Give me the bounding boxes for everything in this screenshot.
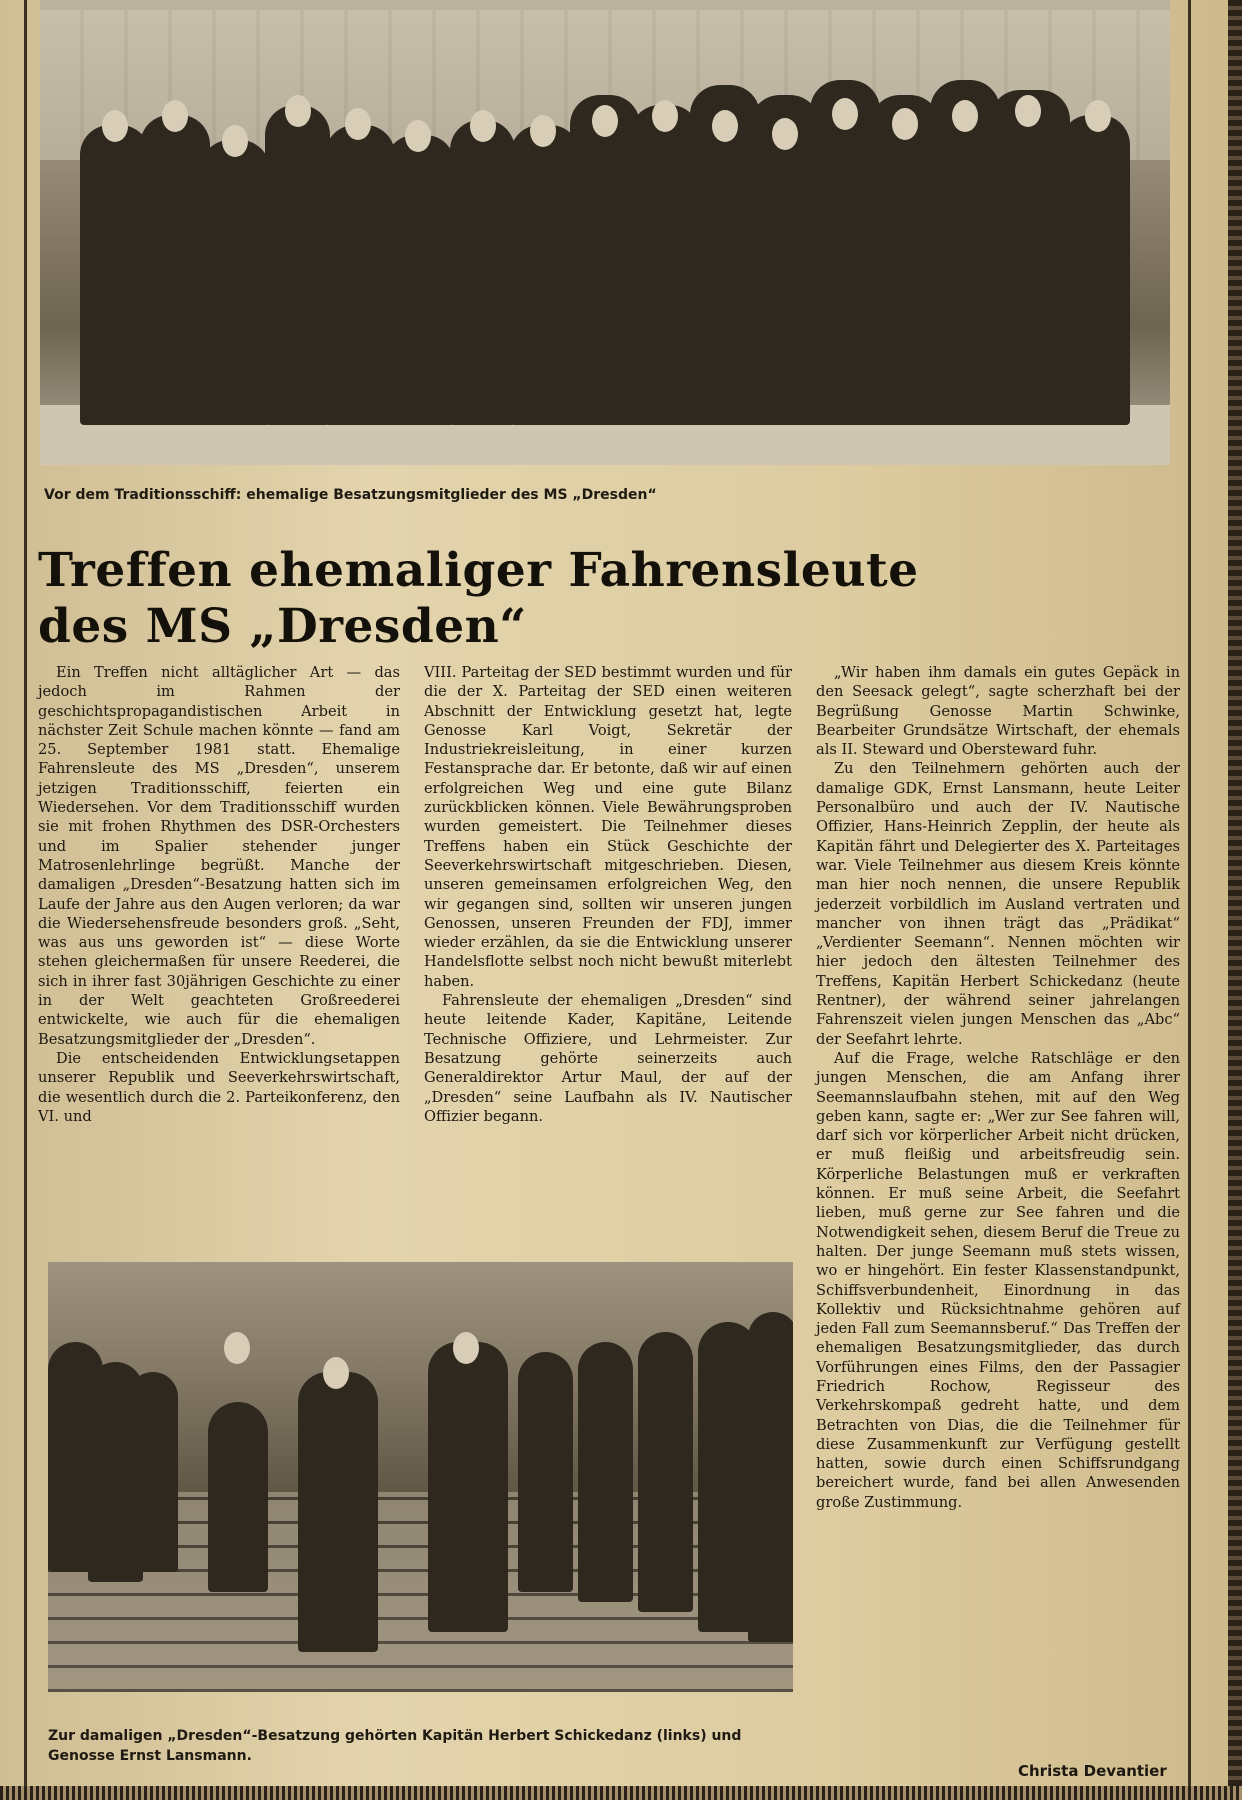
page-edge-bottom [0, 1786, 1242, 1800]
group-photo [40, 0, 1170, 465]
paragraph: Zu den Teilnehmern gehörten auch der damalige GDK, Ernst Lansmann, heute Leiter Personalbüro und auch der IV. Nautische Offizier, Hans-Heinrich Zepplin, der heute als Kapitän fährt und Delegierter des X. Parteitages war. Viele Teilnehmer aus diesem Kreis könnte man hier noch nennen, die unsere Republik jederzeit vorbildlich im Ausland vertraten und mancher von ihnen trägt das „Prädikat“ „Verdienter Seemann“. Nennen möchten wir hier jedoch den ältesten Teilnehmer des Treffens, Kapitän Herbert Schickedanz (heute Rentner), der während seiner jahrelangen Fahrenszeit vielen jungen Menschen das „Abc“ der Seefahrt lehrte. [816, 760, 1180, 1048]
paragraph: Ein Treffen nicht alltäglicher Art — das jedoch im Rahmen der geschichtspropagandistischen Arbeit in nächster Zeit Schule machen könnte — fand am 25. September 1981 statt. Ehemalige Fahrensleute des MS „Dresden“, unserem jetzigen Traditionsschiff, feierten ein Wiedersehen. Vor dem Traditionsschiff wurden sie mit frohen Rhythmen des DSR-Orchesters und im Spalier stehender junger Matrosenlehrlinge begrüßt. Manche der damaligen „Dresden“-Besatzung hatten sich im Laufe der Jahre aus den Augen verloren; da war die Wiedersehensfreude besonders groß. „Seht, was aus uns geworden ist“ — diese Worte stehen gleichermaßen für unsere Reederei, die sich in ihrer fast 30jährigen Geschichte zu einer in der Welt geachteten Großreederei entwickelte, wie auch für die ehemaligen Besatzungsmitglieder der „Dresden“. [38, 664, 400, 1048]
headline-line-2: des MS „Dresden“ [38, 599, 527, 654]
article-column-1 [38, 663, 400, 1126]
page-edge-right [1228, 0, 1242, 1800]
left-column-rule [24, 0, 27, 1790]
bottom-photo-caption: Zur damaligen „Dresden“-Besatzung gehörten Kapitän Herbert Schickedanz (links) und Genosse Ernst Lansmann. [48, 1728, 742, 1764]
paragraph: „Wir haben ihm damals ein gutes Gepäck in den Seesack gelegt“, sagte scherzhaft bei der Begrüßung Genosse Martin Schwinke, Bearbeiter Grundsätze Wirtschaft, der ehemals als II. Steward und Obersteward fuhr. [816, 664, 1180, 759]
paragraph: Fahrensleute der ehemaligen „Dresden“ sind heute leitende Kader, Kapitäne, Leitende Technische Offiziere, und Lehrmeister. Zur Besatzung gehörte seinerzeits auch Generaldirektor Artur Maul, der auf der „Dresden“ seine Laufbahn als IV. Nautischer Offizier begann. [424, 992, 792, 1125]
paragraph: Auf die Frage, welche Ratschläge er den jungen Menschen, die am Anfang ihrer Seemannslaufbahn stehen, mit auf den Weg geben kann, sagte er: „Wer zur See fahren will, darf sich vor körperlicher Arbeit nicht drücken, er muß fleißig und arbeitsfreudig sein. Körperliche Belastungen muß er verkraften können. Er muß seine Arbeit, die Seefahrt lieben, muß gerne zur See fahren und die Notwendigkeit sehen, diesem Beruf die Treue zu halten. Der junge Seemann muß stets wissen, wo er hingehört. Ein fester Klassenstandpunkt, Schiffsverbundenheit, Einordnung in das Kollektiv und Rücksichtnahme gehören auf jeden Fall zum Seemannsberuf.“ Das Treffen der ehemaligen Besatzungsmitglieder, das durch Vorführungen eines Films, den der Passagier Friedrich Rochow, Regisseur des Verkehrskompaß gedreht hatte, und dem Betrachten von Dias, die die Teilnehmer für diese Zusammenkunft zur Verfügung gestellt hatten, sowie durch einen Schiffsrundgang bereichert wurde, fand bei allen Anwesenden große Zustimmung. [816, 1049, 1180, 1511]
article-column-2 [424, 663, 792, 1126]
parade-photo [48, 1262, 793, 1692]
paragraph: VIII. Parteitag der SED bestimmt wurden und für die der X. Parteitag der SED einen weiteren Abschnitt der Entwicklung gesetzt hat, legte Genosse Karl Voigt, Sekretär der Industriekreisleitung, in einer kurzen Festansprache dar. Er betonte, daß wir auf einen erfolgreichen Weg und eine gute Bilanz zurückblicken können. Viele Bewährungsproben wurden gemeistert. Die Teilnehmer dieses Treffens haben ein Stück Geschichte der Seeverkehrswirtschaft mitgeschrieben. Diesen, unseren gemeinsamen erfolgreichen Weg, den wir gegangen sind, sollten wir unseren jungen Genossen, unseren Freunden der FDJ, immer wieder erzählen, da sie die Entwicklung unserer Handelsflotte selbst noch nicht bewußt miterlebt haben. [424, 664, 792, 990]
article-column-3 [816, 663, 1180, 1512]
article-headline [38, 543, 1138, 655]
author-byline: Christa Devantier [1018, 1762, 1167, 1780]
paragraph: Die entscheidenden Entwicklungsetappen unserer Republik und Seeverkehrswirtschaft, die wesentlich durch die 2. Parteikonferenz, den VI. und [38, 1049, 400, 1125]
right-column-rule [1188, 0, 1191, 1790]
top-photo-caption: Vor dem Traditionsschiff: ehemalige Besatzungsmitglieder des MS „Dresden“ [44, 487, 657, 503]
headline-line-1: Treffen ehemaliger Fahrensleute [38, 543, 919, 598]
